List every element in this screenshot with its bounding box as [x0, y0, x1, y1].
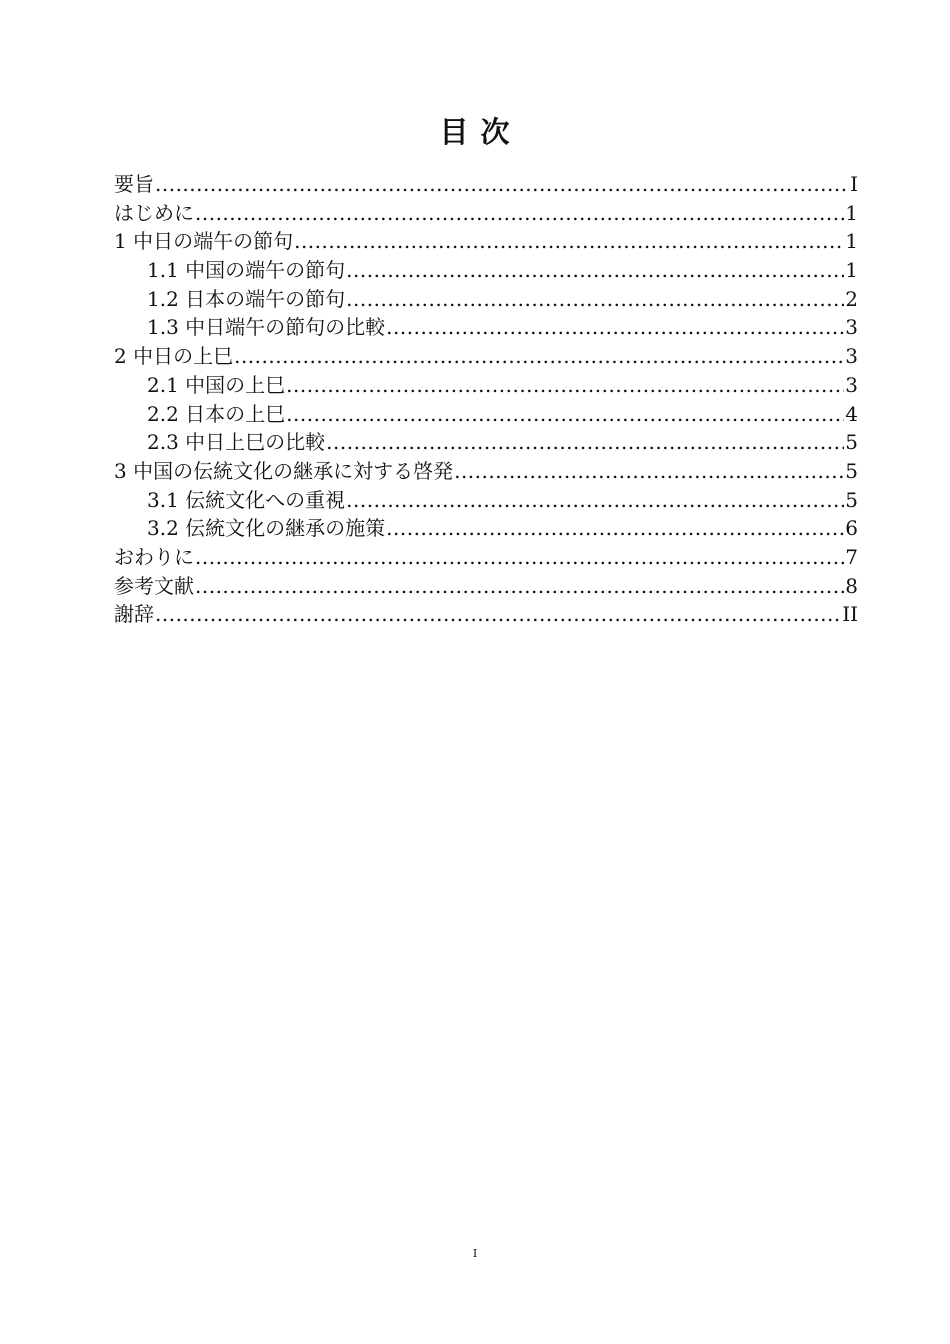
toc-entry-abstract[interactable] — [114, 170, 858, 199]
dot-leader — [454, 457, 844, 486]
toc-entry-page: 5 — [845, 430, 858, 455]
toc-entry-label: 2 中日の上巳 — [114, 344, 234, 369]
toc-entry-page: I — [850, 172, 858, 196]
dot-leader — [155, 170, 849, 199]
toc-entry-label: 1 中日の端午の節句 — [114, 229, 294, 254]
toc-entry-page: 6 — [845, 516, 858, 541]
toc-entry-acknowledgements[interactable] — [114, 600, 858, 629]
toc-entry-page: 3 — [845, 372, 858, 397]
dot-leader — [326, 428, 844, 457]
dot-leader — [386, 514, 844, 543]
dot-leader — [386, 313, 844, 342]
dot-leader — [286, 371, 844, 400]
toc-entry-page: 1 — [845, 229, 858, 254]
toc-entry-section-1-2[interactable] — [114, 285, 858, 314]
toc-entry-chapter-2[interactable] — [114, 342, 858, 371]
dot-leader — [346, 486, 844, 515]
toc-entry-page: II — [842, 602, 858, 627]
toc-entry-label: 謝辞 — [114, 602, 154, 627]
toc-entry-page: 2 — [845, 286, 858, 311]
toc-entry-page: 1 — [845, 200, 858, 225]
toc-entry-label: 1.2 日本の端午の節句 — [147, 286, 346, 311]
toc-entry-introduction[interactable] — [114, 199, 858, 228]
toc-entry-label: 1.3 中日端午の節句の比較 — [147, 315, 386, 340]
toc-entry-page: 7 — [845, 544, 858, 569]
toc-entry-label: 3.1 伝統文化への重視 — [147, 487, 346, 512]
page-number: I — [472, 1247, 478, 1260]
dot-leader — [294, 227, 844, 256]
toc-entry-conclusion[interactable] — [114, 543, 858, 572]
page-title: 目 次 — [439, 115, 511, 149]
toc-entry-label: おわりに — [114, 544, 194, 569]
dot-leader — [346, 285, 844, 314]
toc-entry-label: 1.1 中国の端午の節句 — [147, 258, 346, 283]
toc-entry-page: 8 — [845, 573, 858, 598]
toc-entry-references[interactable] — [114, 572, 858, 601]
toc-entry-section-2-1[interactable] — [114, 371, 858, 400]
toc-entry-label: 要旨 — [114, 172, 154, 196]
toc-entry-section-1-3[interactable] — [114, 313, 858, 342]
toc-entry-page: 3 — [845, 315, 858, 340]
toc-entry-label: 参考文献 — [114, 573, 194, 598]
toc-entry-section-3-1[interactable] — [114, 486, 858, 515]
dot-leader — [195, 572, 844, 601]
toc-entry-page: 3 — [845, 344, 858, 369]
toc-entry-page: 1 — [845, 258, 858, 283]
dot-leader — [155, 600, 841, 629]
dot-leader — [195, 199, 844, 228]
toc-entry-label: はじめに — [114, 200, 194, 225]
toc-entry-section-3-2[interactable] — [114, 514, 858, 543]
toc-entry-page: 5 — [845, 458, 858, 483]
toc-entry-page: 5 — [845, 487, 858, 512]
toc-entry-label: 2.1 中国の上巳 — [147, 372, 286, 397]
toc-entry-chapter-1[interactable] — [114, 227, 858, 256]
toc-entry-section-1-1[interactable] — [114, 256, 858, 285]
dot-leader — [195, 543, 844, 572]
dot-leader — [346, 256, 844, 285]
dot-leader — [234, 342, 844, 371]
toc-entry-label: 2.2 日本の上巳 — [147, 401, 286, 426]
table-of-contents — [114, 170, 858, 629]
toc-entry-section-2-2[interactable] — [114, 400, 858, 429]
toc-entry-chapter-3[interactable] — [114, 457, 858, 486]
toc-entry-label: 2.3 中日上巳の比較 — [147, 430, 326, 455]
toc-entry-label: 3 中国の伝統文化の継承に対する啓発 — [114, 458, 454, 483]
toc-entry-section-2-3[interactable] — [114, 428, 858, 457]
toc-entry-label: 3.2 伝統文化の継承の施策 — [147, 516, 386, 541]
dot-leader — [286, 400, 844, 429]
toc-entry-page: 4 — [845, 401, 858, 426]
